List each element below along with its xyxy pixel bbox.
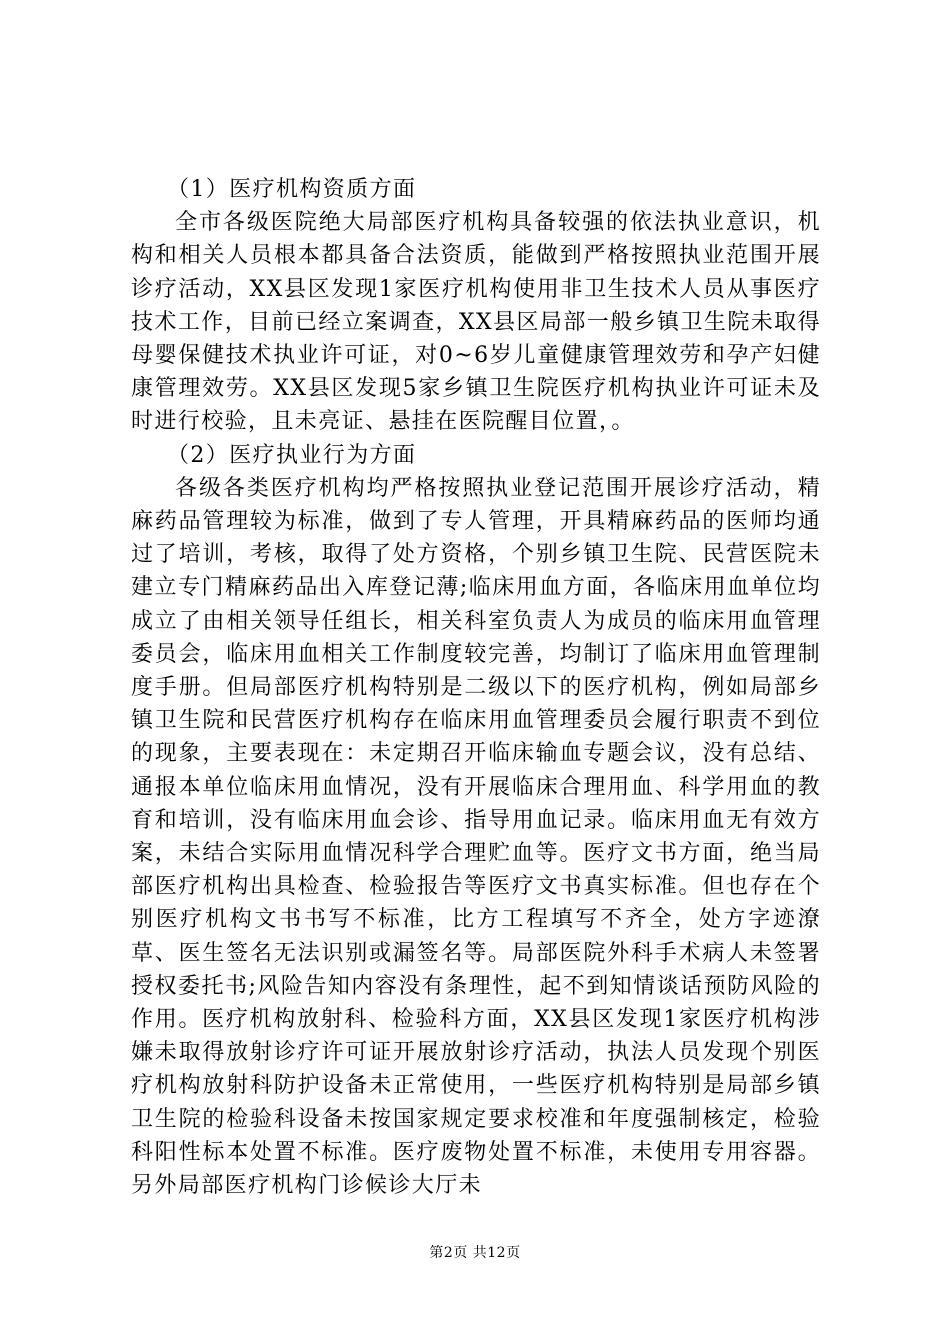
section-paragraph-2: 各级各类医疗机构均严格按照执业登记范围开展诊疗活动，精麻药品管理较为标准，做到了专人管理，开具精麻药品的医师均通过了培训，考核，取得了处方资格，个别乡镇卫生院、民营医院未建立专门精麻药品出入库登记薄;临床用血方面，各临床用血单位均成立了由相关领导任组长，相关科室负责人为成员的临床用血管理委员会，临床用血相关工作制度较完善，均制订了临床用血管理制度手册。但局部医疗机构特别是二级以下的医疗机构，例如局部乡镇卫生院和民营医疗机构存在临床用血管理委员会履行职责不到位的现象，主要表现在：未定期召开临床输血专题会议，没有总结、通报本单位临床用血情况，没有开展临床合理用血、科学用血的教育和培训，没有临床用血会诊、指导用血记录。临床用血无有效方案，未结合实际用血情况科学合理贮血等。医疗文书方面，绝当局部医疗机构出具检查、检验报告等医疗文书真实标准。但也存在个别医疗机构文书书写不标准，比方工程填写不齐全，处方字迹潦草、医生签名无法识别或漏签名等。局部医院外科手术病人未签署授权委托书;风险告知内容没有条理性，起不到知情谈话预防风险的作用。医疗机构放射科、检验科方面，XX县区发现1家医疗机构涉嫌未取得放射诊疗许可证开展放射诊疗活动，执法人员发现个别医疗机构放射科防护设备未正常使用，一些医疗机构特别是局部乡镇卫生院的检验科设备未按国家规定要求校准和年度强制核定，检验科阳性标本处置不标准。医疗废物处置不标准，未使用专用容器。另外局部医疗机构门诊候诊大厅未 xyxy=(131,475,821,1199)
page-footer: 第2页 共12页 xyxy=(429,1245,521,1261)
section-paragraph-1: 全市各级医院绝大局部医疗机构具备较强的依法执业意识，机构和相关人员根本都具备合法资质，能做到严格按照执业范围开展诊疗活动，XX县区发现1家医疗机构使用非卫生技术人员从事医疗技术工作，目前已经立案调查，XX县区局部一般乡镇卫生院未取得母婴保健技术执业许可证，对0~6岁儿童健康管理效劳和孕产妇健康管理效劳。XX县区发现5家乡镇卫生院医疗机构执业许可证未及时进行校验，且未亮证、悬挂在医院醒目位置，。 xyxy=(131,210,821,435)
section-heading-1: （1）医疗机构资质方面 xyxy=(167,177,417,202)
section-heading-2: （2）医疗执业行为方面 xyxy=(167,442,417,468)
document-body xyxy=(131,173,821,1202)
